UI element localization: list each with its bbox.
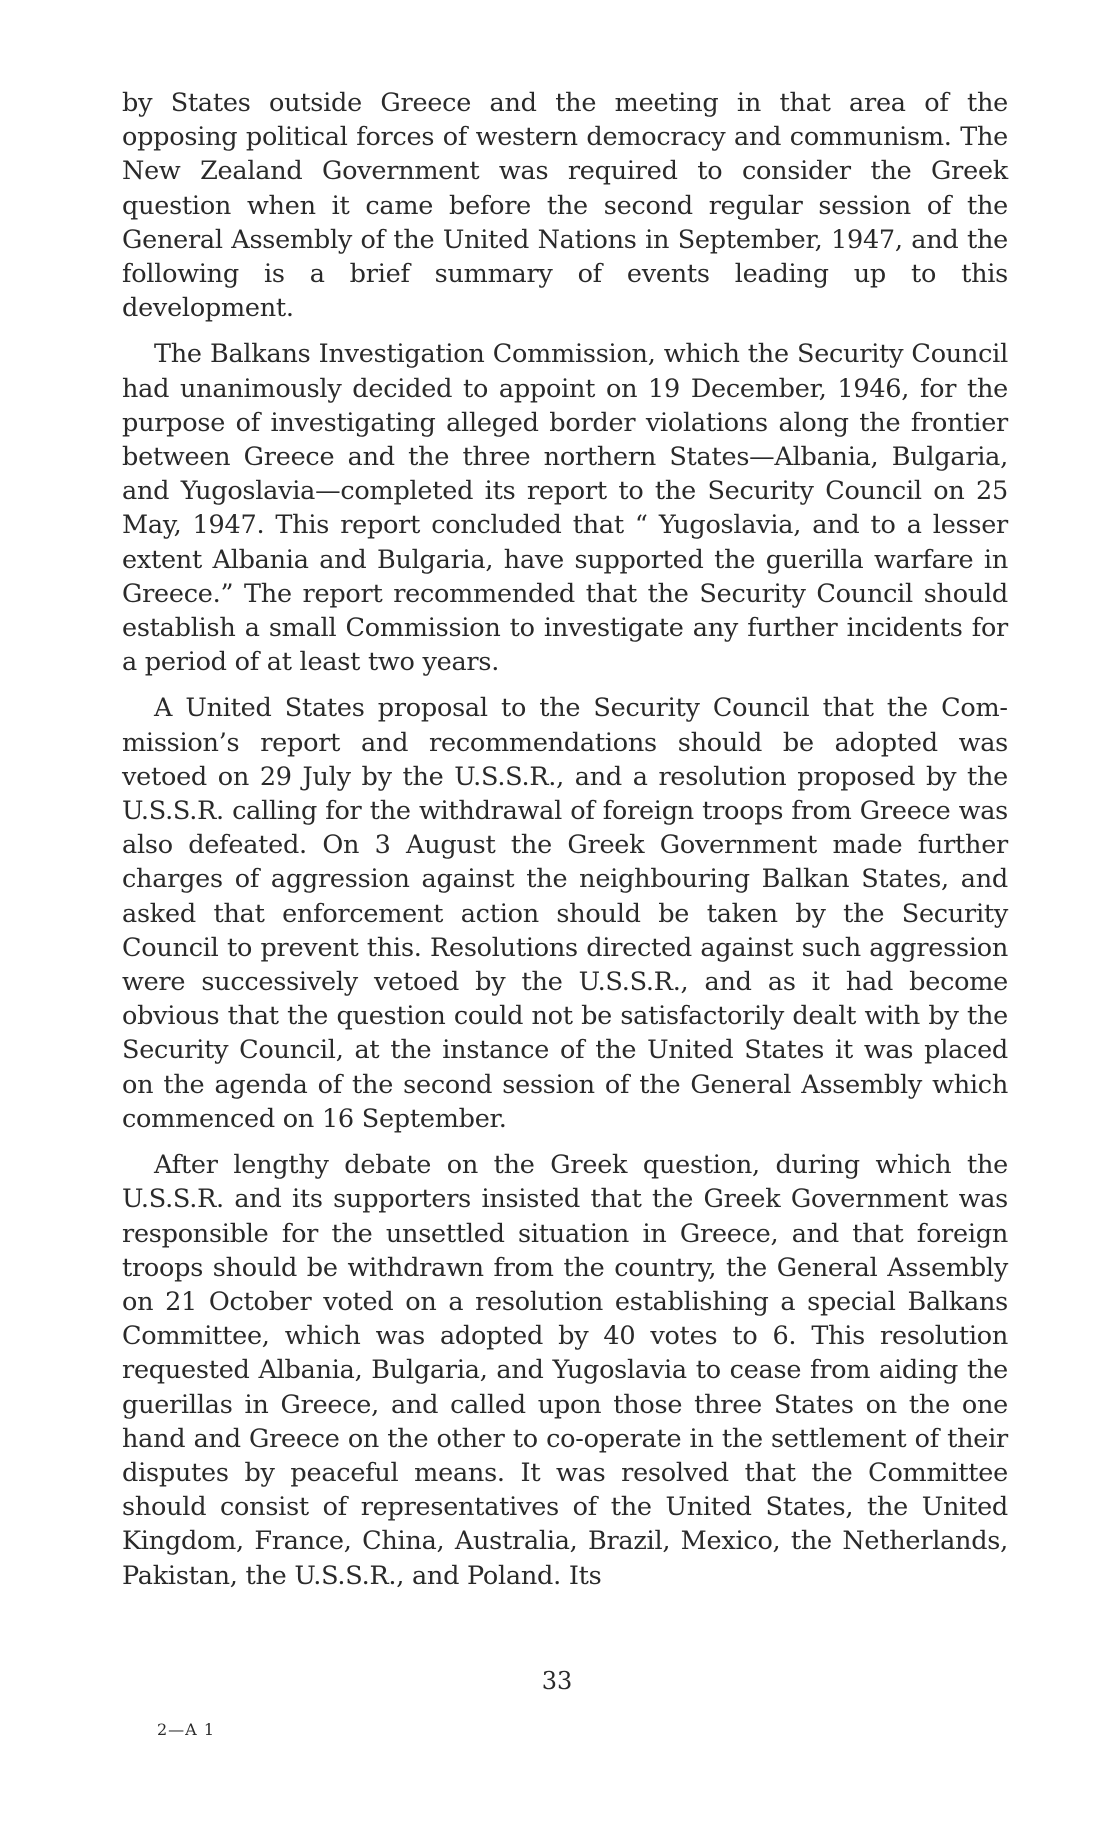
paragraph-us-proposal: A United States proposal to the Security Council that the Commission’s report and recommendations should be adopted was vetoed on 29 July by the U.S.S.R., and a resolution proposed by the U.S.S.R. calling for the withdrawal of foreign troops from Greece was also defeated. On 3 August the Greek Government made further charges of aggression against the neighbouring Balkan States, and asked that enforcement action should be taken by the Security Council to prevent this. Resolutions directed against such aggression were successively vetoed by the U.S.S.R., and as it had become obvious that the question could not be satisfactorily dealt with by the Security Council, at the instance of the United States it was placed on the agenda of the second session of the General Assembly which commenced on 16 September. xyxy=(122,693,1008,1134)
page-number: 33 xyxy=(541,1667,573,1695)
paragraph-general-assembly-debate: After lengthy debate on the Greek question, during which the U.S.S.R. and its supporters insisted that the Greek Government was responsible for the unsettled situation in Greece, and that foreign troops should be withdrawn from the country, the General Assembly on 21 October voted on a resolution establishing a special Balkans Committee, which was adopted by 40 votes to 6. This resolution requested Albania, Bulgaria, and Yugoslavia to cease from aiding the guerillas in Greece, and called upon those three States on the one hand and Greece on the other to co-operate in the settlement of their disputes by peaceful means. It was resolved that the Committee should consist of representatives of the United States, the United Kingdom, France, China, Australia, Brazil, Mexico, the Netherlands, Pakistan, the U.S.S.R., and Poland. Its xyxy=(122,1150,1008,1591)
body-text xyxy=(122,86,1008,1593)
paragraph-balkans-commission: The Balkans Investigation Commission, which the Security Council had unanimously decided to appoint on 19 December, 1946, for the purpose of investigating alleged border violations along the frontier between Greece and the three northern States—Albania, Bulgaria, and Yugoslavia—completed its report to the Security Council on 25 May, 1947. This report concluded that “ Yugoslavia, and to a lesser extent Albania and Bulgaria, have supported the guerilla warfare in Greece.” The report recommended that the Security Council should establish a small Commission to investigate any further incidents for a period of at least two years. xyxy=(122,339,1008,678)
printer-signature-mark: 2—A 1 xyxy=(157,1720,215,1739)
paragraph-continued: by States outside Greece and the meeting in that area of the opposing political forces of western democracy and communism. The New Zealand Government was required to consider the Greek question when it came before the second regular session of the General Assembly of the United Nations in September, 1947, and the following is a brief summary of events leading up to this development. xyxy=(122,88,1008,324)
